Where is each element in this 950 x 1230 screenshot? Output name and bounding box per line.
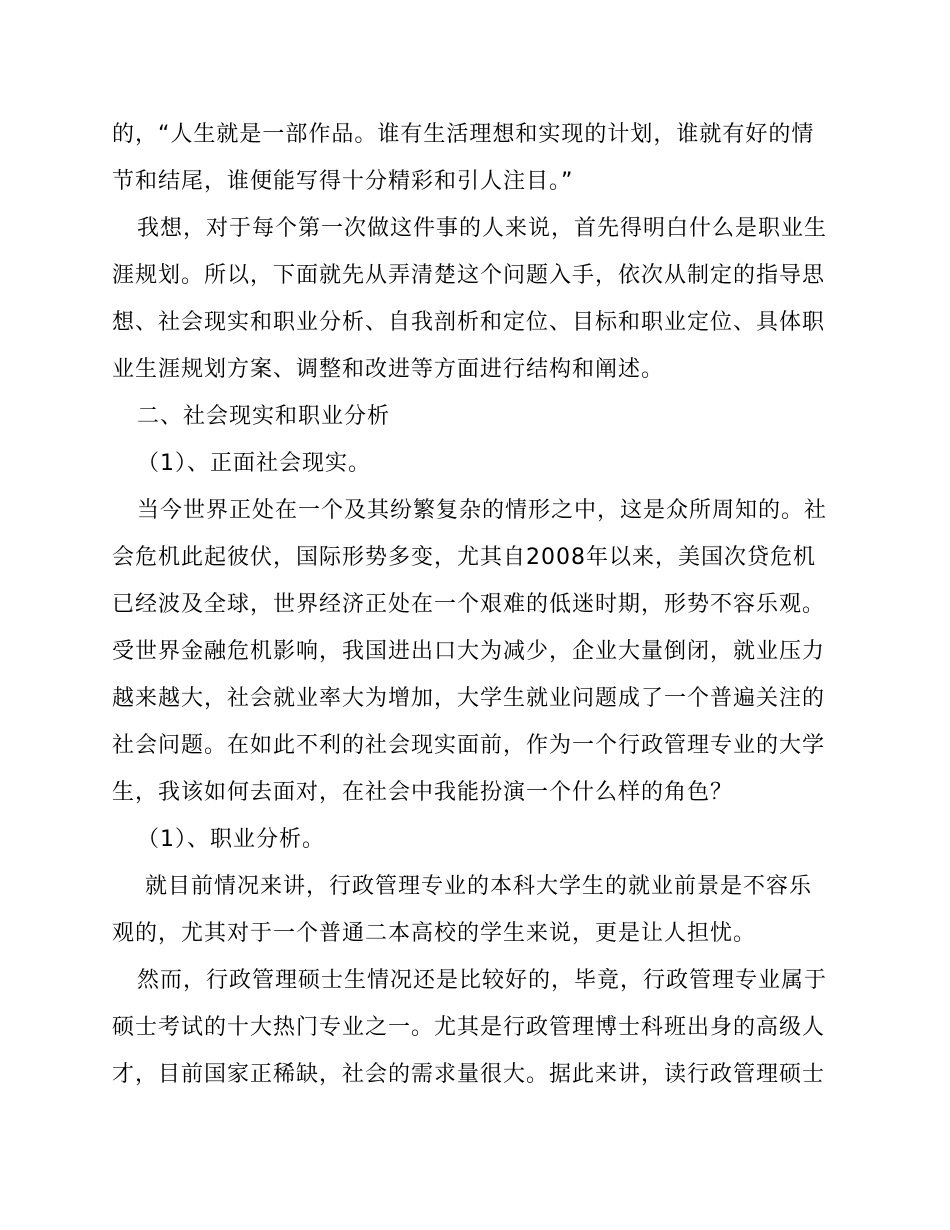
text-line: 的，“人生就是一部作品。谁有生活理想和实现的计划，谁就有好的情: [112, 122, 815, 147]
text-line: 然而，行政管理硕士生情况还是比较好的，毕竟，行政管理专业属于: [137, 968, 828, 993]
text-line: 社会问题。在如此不利的社会现实面前，作为一个行政管理专业的大学: [112, 733, 826, 758]
text-line: 我想，对于每个第一次做这件事的人来说，首先得明白什么是职业生: [137, 216, 828, 241]
text-line: 涯规划。所以，下面就先从弄清楚这个问题入手，依次从制定的指导思: [112, 263, 826, 288]
text-line: 节和结尾，谁便能写得十分精彩和引人注目。”: [112, 169, 574, 194]
subsection-heading: （1）、正面社会现实。: [137, 451, 371, 476]
text-line: 会危机此起彼伏，国际形势多变，尤其自2008年以来，美国次贷危机: [112, 545, 816, 570]
section-heading: 二、社会现实和职业分析: [137, 404, 391, 429]
text-line: 想、社会现实和职业分析、自我剖析和定位、目标和职业定位、具体职: [112, 310, 826, 335]
text-line: 才，目前国家正稀缺，社会的需求量很大。据此来讲，读行政管理硕士: [112, 1062, 826, 1087]
text-line: 就目前情况来讲，行政管理专业的本科大学生的就业前景是不容乐: [145, 874, 813, 899]
text-line: 当今世界正处在一个及其纷繁复杂的情形之中，这是众所周知的。社: [137, 498, 828, 523]
text-line: 生，我该如何去面对，在社会中我能扮演一个什么样的角色？: [112, 780, 734, 805]
subsection-heading: （1）、职业分析。: [137, 827, 325, 852]
text-line: 硕士考试的十大热门专业之一。尤其是行政管理博士科班出身的高级人: [112, 1015, 826, 1040]
text-line: 受世界金融危机影响，我国进出口大为减少，企业大量倒闭，就业压力: [112, 639, 826, 664]
text-line: 业生涯规划方案、调整和改进等方面进行结构和阐述。: [112, 357, 665, 382]
text-line: 观的，尤其对于一个普通二本高校的学生来说，更是让人担忧。: [112, 921, 757, 946]
text-line: 越来越大，社会就业率大为增加，大学生就业问题成了一个普遍关注的: [112, 686, 826, 711]
text-line: 已经波及全球，世界经济正处在一个艰难的低迷时期，形势不容乐观。: [112, 592, 826, 617]
